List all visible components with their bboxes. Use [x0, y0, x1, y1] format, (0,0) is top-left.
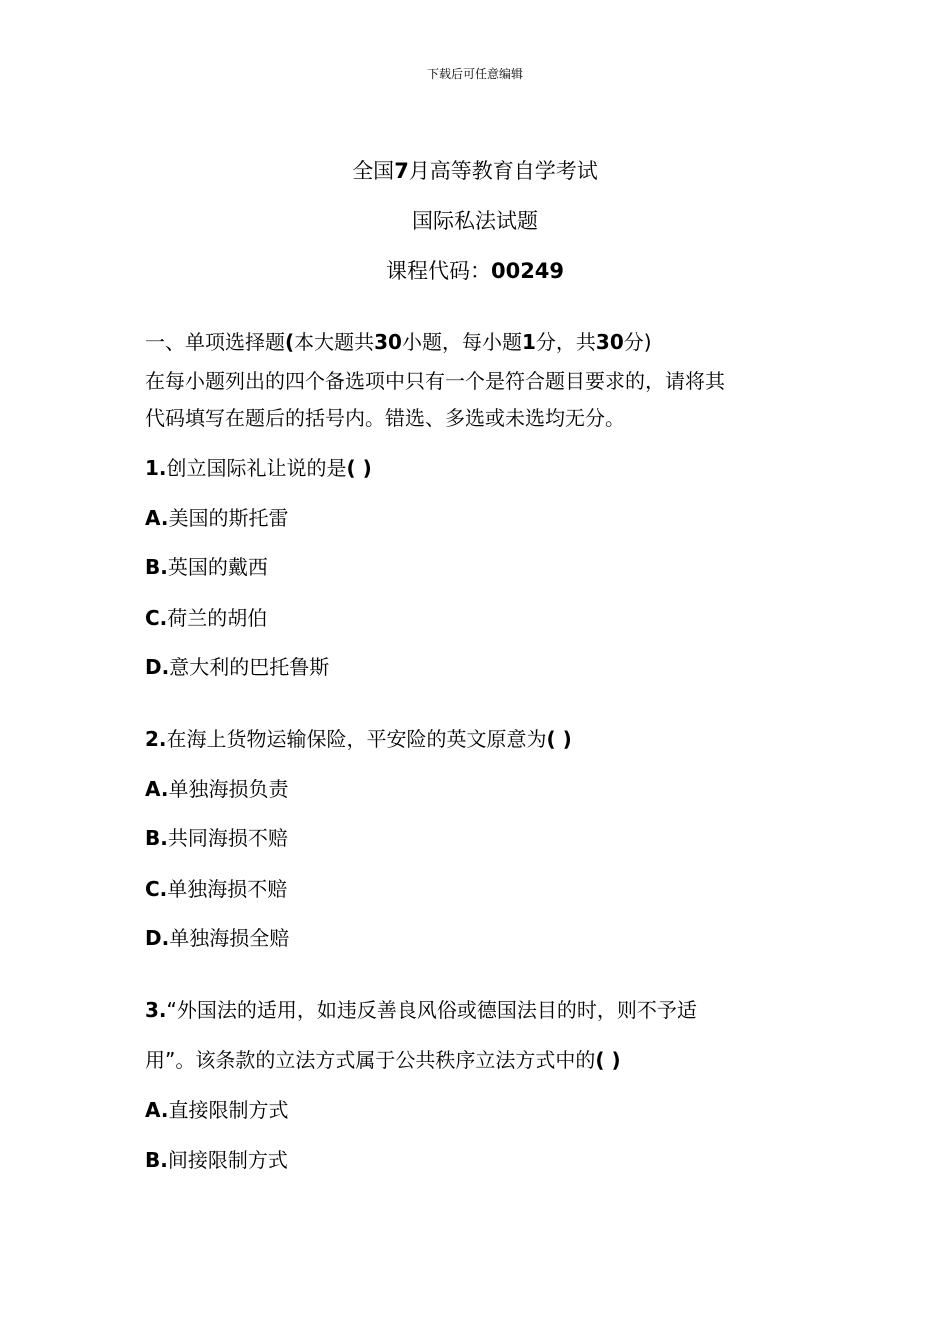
- option-letter: B.: [145, 826, 168, 850]
- option-letter: C.: [145, 877, 168, 901]
- section-heading: [145, 328, 835, 356]
- question-1-option-c: [145, 604, 835, 632]
- question-3-option-a: [145, 1096, 835, 1124]
- section-heading-count: 30: [374, 330, 402, 354]
- option-text: 间接限制方式: [167, 1148, 288, 1172]
- question-1-option-a: [145, 504, 835, 532]
- section-heading-part: 分): [623, 330, 652, 354]
- question-2-option-d: [145, 924, 835, 952]
- question-text: 用”。该条款的立法方式属于公共秩序立法方式中的: [145, 1048, 596, 1072]
- option-text: 共同海损不赔: [167, 826, 288, 850]
- section-heading-part: 小题，每小题: [401, 330, 522, 354]
- option-letter: B.: [145, 1148, 168, 1172]
- option-text: 直接限制方式: [168, 1098, 289, 1122]
- course-code-value: 00249: [490, 259, 565, 283]
- question-number: 1.: [145, 456, 167, 480]
- option-text: 荷兰的胡伯: [167, 606, 268, 630]
- question-3-stem-line-1: [145, 996, 835, 1024]
- option-text: 单独海损不赔: [167, 877, 288, 901]
- question-1-option-d: [145, 653, 835, 681]
- answer-blank: ( ): [346, 456, 372, 480]
- question-text: 在海上货物运输保险，平安险的英文原意为: [166, 727, 547, 751]
- subject-title: 国际私法试题: [412, 209, 538, 233]
- option-letter: D.: [145, 926, 170, 950]
- section-heading-part: 本大题共: [294, 330, 375, 354]
- course-code-label: 课程代码：: [385, 259, 491, 283]
- option-letter: A.: [145, 777, 169, 801]
- question-1-option-b: [145, 553, 835, 581]
- option-text: 英国的戴西: [167, 555, 268, 579]
- exam-title-month: 7: [394, 159, 409, 183]
- section-heading-score: 1: [521, 330, 536, 354]
- question-1-stem: [145, 454, 835, 482]
- option-letter: A.: [145, 1098, 169, 1122]
- question-2-stem: [145, 725, 835, 753]
- question-2-option-a: [145, 775, 835, 803]
- course-code: [0, 257, 950, 285]
- section-heading-part: 分，共: [535, 330, 596, 354]
- option-text: 单独海损全赔: [169, 926, 290, 950]
- option-letter: D.: [145, 655, 170, 679]
- question-3-option-b: [145, 1146, 835, 1174]
- page-header-note: 下载后可任意编辑: [426, 67, 523, 81]
- section-instruction-line-2: 代码填写在题后的括号内。错选、多选或未选均无分。: [145, 406, 625, 430]
- section-heading-total: 30: [595, 330, 624, 354]
- answer-blank: ( ): [546, 727, 572, 751]
- option-letter: B.: [145, 555, 168, 579]
- option-text: 美国的斯托雷: [168, 506, 289, 530]
- question-text: “外国法的适用，如违反善良风俗或德国法目的时，则不予适: [166, 998, 697, 1022]
- exam-title-suffix: 月高等教育自学考试: [408, 159, 598, 183]
- option-letter: C.: [145, 606, 168, 630]
- answer-blank: ( ): [595, 1048, 621, 1072]
- option-text: 意大利的巴托鲁斯: [169, 655, 330, 679]
- section-heading-part: 一、单项选择题: [145, 330, 285, 354]
- exam-title-prefix: 全国: [352, 159, 395, 183]
- exam-title: [0, 157, 950, 185]
- option-letter: A.: [145, 506, 169, 530]
- question-text: 创立国际礼让说的是: [166, 456, 347, 480]
- question-number: 2.: [145, 727, 167, 751]
- question-2-option-b: [145, 824, 835, 852]
- section-instruction-line-1: 在每小题列出的四个备选项中只有一个是符合题目要求的，请将其: [145, 369, 725, 393]
- question-number: 3.: [145, 998, 167, 1022]
- question-3-stem-line-2: [145, 1046, 835, 1074]
- section-heading-paren: (: [285, 330, 295, 354]
- option-text: 单独海损负责: [168, 777, 289, 801]
- question-2-option-c: [145, 875, 835, 903]
